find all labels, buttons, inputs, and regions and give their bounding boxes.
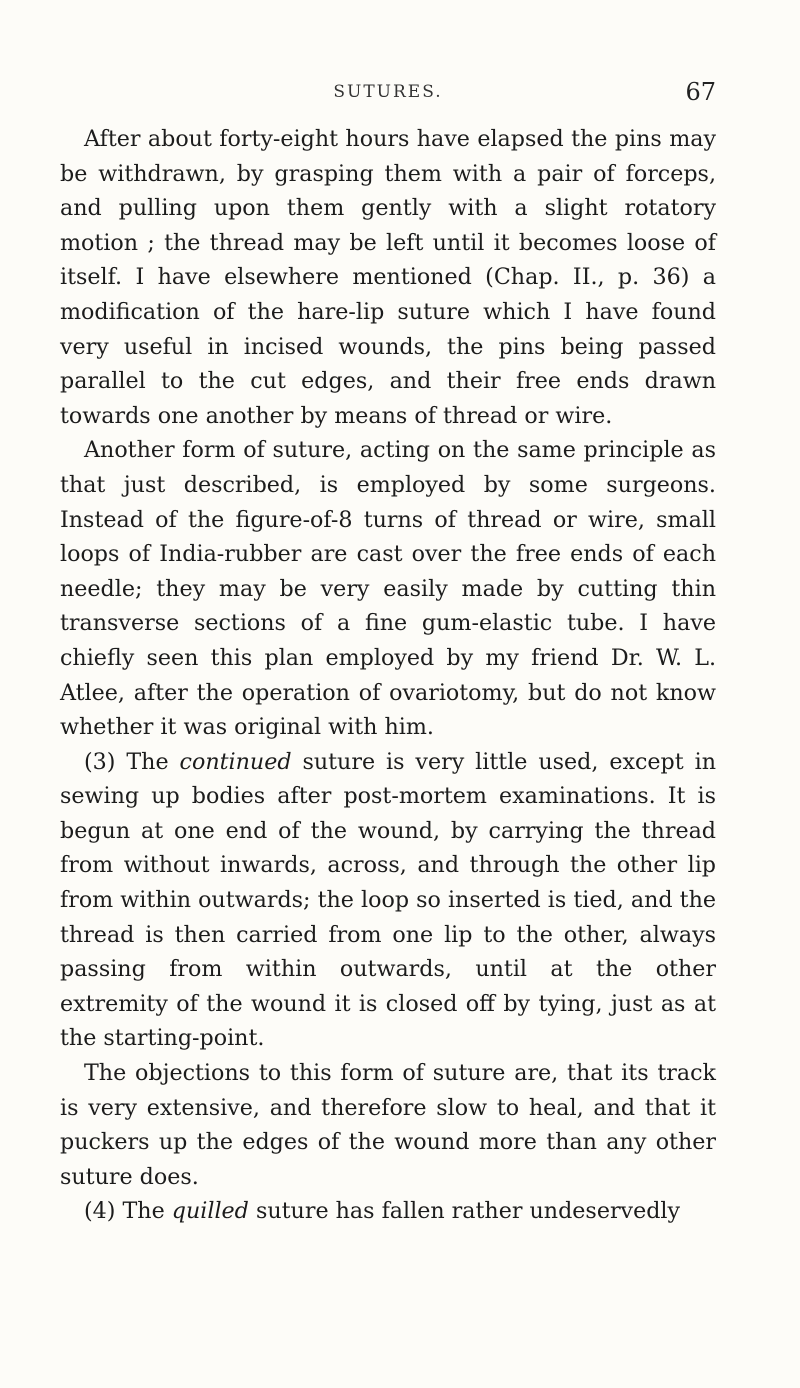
paragraph-rest: suture is very little used, except in sewing up bodies after post-mortem examinations. It is begun at one end of the wound, by carrying the thread from without inwards, across, and through the other lip from within outwards; the loop so inserted is tied, and the thread is then carried from one lip to the other, always passing from within outwards, until at the other extremity of the wound it is closed off by tying, just as at the starting-point.: [60, 748, 716, 1052]
emphasized-term: quilled: [171, 1198, 249, 1225]
page-header: [60, 78, 716, 112]
paragraph: After about forty-eight hours have elapsed the pins may be withdrawn, by grasping them with a pair of forceps, and pulling upon them gently with a slight rotatory motion ; the thread may be left until it becomes loose of itself. I have elsewhere mentioned (Chap. II., p. 36) a modification of the hare-lip suture which I have found very useful in incised wounds, the pins being passed parallel to the cut edges, and their free ends drawn towards one another by means of thread or wire.: [60, 126, 716, 429]
paragraph-lead: (4) The: [84, 1198, 165, 1225]
paragraph-rest: suture has fallen rather undeservedly: [255, 1198, 681, 1225]
paragraph: [60, 745, 716, 1056]
paragraph: [60, 1194, 716, 1229]
paragraph: The objections to this form of suture are, that its track is very extensive, and therefore slow to heal, and that it puckers up the edges of the wound more than any other suture does.: [60, 1060, 716, 1190]
body-text: [60, 122, 716, 1229]
book-page: [60, 78, 716, 1229]
page-number: 67: [685, 78, 716, 106]
paragraph: Another form of suture, acting on the same principle as that just described, is employed by some surgeons. Instead of the figure-of-8 turns of thread or wire, small loops of India-rubber are cast over the free ends of each needle; they may be very easily made by cutting thin transverse sections of a fine gum-elastic tube. I have chiefly seen this plan employed by my friend Dr. W. L. Atlee, after the operation of ovariotomy, but do not know whether it was original with him.: [60, 437, 716, 741]
emphasized-term: continued: [179, 748, 292, 775]
paragraph-lead: (3) The: [84, 748, 169, 775]
running-title: SUTURES.: [333, 82, 443, 102]
